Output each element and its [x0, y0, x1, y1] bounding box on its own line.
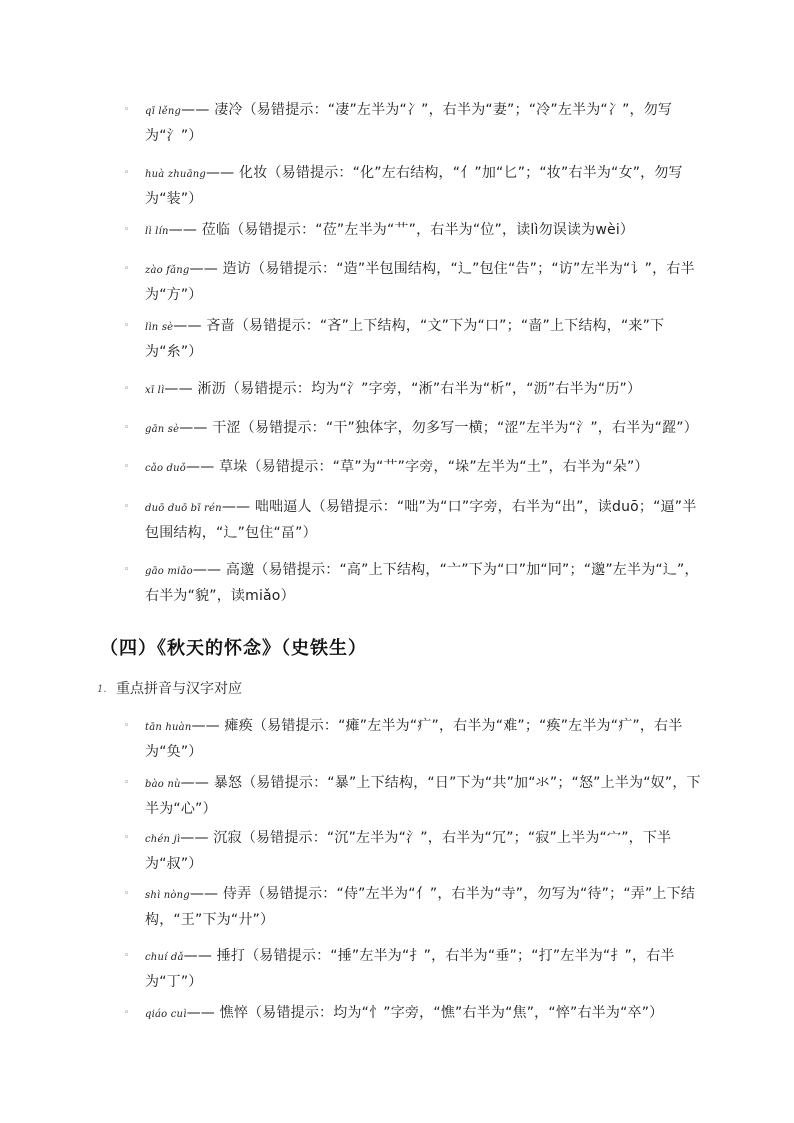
item-content: —— 高邈（易错提示：“高”上下结构，“亠”下为“口”加“冋”；“邈”左半为“辶”，右半为“貌”，读miǎo）	[145, 562, 699, 604]
bullet-icon: ◦	[124, 778, 130, 788]
bullet-icon: ◦	[124, 951, 130, 961]
item-content: —— 憔悴（易错提示：均为“忄”字旁，“憔”右半为“焦”，“悴”右半为“卒”）	[186, 1005, 664, 1021]
pinyin: gān sè	[145, 424, 180, 435]
item-text	[145, 98, 710, 148]
pinyin: qiáo cuì	[145, 1009, 187, 1020]
bullet-icon: ◦	[124, 833, 130, 843]
section-heading: （四）《秋天的怀念》（史铁生）	[100, 638, 367, 659]
item-text	[145, 377, 710, 403]
pinyin: qī lěng	[145, 106, 182, 117]
pinyin: bào nù	[145, 779, 181, 790]
item-content: —— 化妆（易错提示：“化”左右结构，“亻”加“匕”；“妆”右半为“女”，勿写为“装”）	[145, 165, 683, 207]
bullet-icon: ◦	[124, 565, 130, 575]
item-text	[145, 558, 710, 608]
item-content: —— 造访（易错提示：“造”半包围结构，“辶”包住“告”；“访”左半为“讠”，右半为“方”）	[145, 261, 695, 303]
subsection-number: 1.	[97, 684, 107, 695]
item-text	[145, 218, 710, 244]
item-text	[145, 314, 710, 364]
item-content: —— 凄冷（易错提示：“凄”左半为“冫”，右半为“妻”；“冷”左半为“冫”，勿写为“氵”）	[145, 102, 673, 144]
item-content: —— 莅临（易错提示：“莅”左半为“艹”，右半为“位”，读lì勿误读为wèi）	[168, 222, 635, 238]
item-text	[145, 771, 710, 821]
item-text	[145, 161, 710, 211]
item-content: —— 瘫痪（易错提示：“瘫”左半为“疒”，右半为“难”；“痪”左半为“疒”，右半为“奂”）	[145, 718, 683, 760]
item-content: —— 侍弄（易错提示：“侍”左半为“亻”，右半为“寺”，勿写为“待”；“弄”上下结构，“王”下为“廾”）	[145, 886, 696, 928]
item-text	[145, 1001, 710, 1027]
item-text	[145, 416, 720, 442]
pinyin: tān huàn	[145, 722, 192, 733]
pinyin: huà zhuāng	[145, 169, 206, 180]
item-content: —— 捶打（易错提示：“捶”左半为“扌”，右半为“垂”；“打”左半为“扌”，右半为“丁”）	[145, 948, 675, 990]
bullet-icon: ◦	[124, 889, 130, 899]
item-content: —— 暴怒（易错提示：“暴”上下结构，“日”下为“共”加“氺”；“怒”上半为“奴”，下半为“心”）	[145, 775, 701, 817]
item-content: —— 干涩（易错提示：“干”独体字，勿多写一横；“涩”左半为“氵”，右半为“歰”）	[179, 420, 698, 436]
item-text	[145, 455, 710, 481]
bullet-icon: ◦	[124, 384, 130, 394]
pinyin: chén jì	[145, 834, 181, 845]
pinyin: gāo miǎo	[145, 566, 193, 577]
bullet-icon: ◦	[124, 225, 130, 235]
item-text	[145, 714, 710, 764]
item-content: —— 草垛（易错提示：“草”为“艹”字旁，“垛”左半为“土”，右半为“朵”）	[186, 459, 649, 475]
bullet-icon: ◦	[124, 168, 130, 178]
item-content: —— 吝啬（易错提示：“吝”上下结构，“文”下为“口”；“啬”上下结构，“来”下为“糸”）	[145, 318, 665, 360]
item-content: —— 淅沥（易错提示：均为“氵”字旁，“淅”右半为“析”，“沥”右半为“历”）	[164, 381, 642, 397]
item-text	[145, 882, 710, 932]
bullet-icon: ◦	[124, 1008, 130, 1018]
item-text	[145, 826, 710, 876]
item-text	[145, 944, 710, 994]
item-text	[145, 257, 710, 307]
bullet-icon: ◦	[124, 721, 130, 731]
item-text	[145, 495, 710, 545]
pinyin: lìn sè	[145, 322, 174, 333]
pinyin: lì lín	[145, 226, 169, 237]
subsection-title: 重点拼音与汉字对应	[116, 681, 242, 697]
pinyin: xī lì	[145, 385, 165, 396]
bullet-icon: ◦	[124, 321, 130, 331]
bullet-icon: ◦	[124, 264, 130, 274]
bullet-icon: ◦	[124, 105, 130, 115]
bullet-icon: ◦	[124, 462, 130, 472]
item-content: —— 沉寂（易错提示：“沉”左半为“氵”，右半为“冗”；“寂”上半为“宀”，下半为“叔”）	[145, 830, 672, 872]
pinyin: zào fǎng	[145, 265, 190, 276]
bullet-icon: ◦	[124, 423, 130, 433]
item-content: —— 咄咄逼人（易错提示：“咄”为“口”字旁，右半为“出”，读duō；“逼”半包围结构，“辶”包住“畐”）	[145, 499, 697, 541]
pinyin: cǎo duǒ	[145, 463, 187, 474]
pinyin: shì nòng	[145, 890, 190, 901]
bullet-icon: ◦	[124, 502, 130, 512]
pinyin: chuí dǎ	[145, 952, 184, 963]
pinyin: duō duō bī rén	[145, 503, 222, 514]
